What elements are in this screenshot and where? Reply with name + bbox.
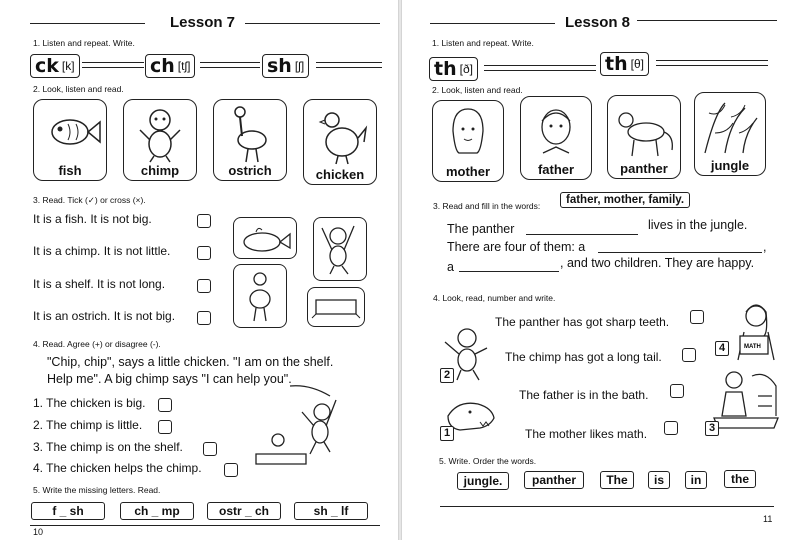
order-word[interactable]: The (600, 471, 634, 489)
shelf-icon (308, 288, 364, 326)
agree-statement: 2. The chimp is little. (33, 418, 143, 432)
missing-letters-box[interactable]: sh _ lf (294, 502, 368, 520)
book-label: MATH (744, 344, 761, 350)
story-line: Help me". A big chimp says "I can help you". (47, 372, 292, 386)
picture-word: panther (620, 161, 668, 176)
sound-box-sh (262, 54, 309, 78)
order-word[interactable]: panther (524, 471, 584, 489)
ex2-instruction: 2. Look, listen and read. (33, 84, 124, 94)
number-box[interactable] (670, 384, 684, 398)
picture-card-chicken (303, 99, 377, 185)
ex4-instruction: 4. Look, read, number and write. (433, 293, 556, 303)
agree-box[interactable] (203, 442, 217, 456)
mother-book-illustration (720, 300, 782, 364)
ex1-instruction: 1. Listen and repeat. Write. (432, 38, 534, 48)
picture-number: 3 (705, 421, 719, 436)
ostrich-small-picture (233, 264, 287, 328)
title-rule-left (30, 23, 145, 24)
sound-ipa: [k] (61, 59, 75, 73)
lesson-title: Lesson 7 (170, 14, 236, 31)
ex5-instruction: 5. Write. Order the words. (439, 456, 537, 466)
picture-card-chimp (123, 99, 197, 181)
story-line: "Chip, chip", says a little chicken. "I am on the shelf. (47, 355, 334, 369)
picture-card-mother (432, 100, 504, 182)
sound-ipa: [θ] (630, 57, 644, 71)
number-box[interactable] (664, 421, 678, 435)
lesson-title: Lesson 8 (565, 14, 631, 31)
tick-box[interactable] (197, 311, 211, 325)
sound-letters: sh (267, 55, 292, 77)
ex3-instruction: 3. Read and fill in the words: (433, 201, 541, 211)
picture-card-panther (607, 95, 681, 179)
fill-text: The panther (447, 222, 515, 236)
fill-text: a (447, 260, 454, 274)
sound-ipa: [ð] (459, 62, 473, 76)
picture-word: fish (58, 163, 82, 178)
word-bank: father, mother, family. (560, 192, 690, 208)
right-page (402, 0, 800, 540)
title-rule-right (245, 23, 380, 24)
whale-icon (234, 218, 296, 258)
sound-box-ch (145, 54, 195, 78)
ex1-instruction: 1. Listen and repeat. Write. (33, 38, 135, 48)
tick-sentence: It is a shelf. It is not long. (33, 277, 166, 291)
tick-box[interactable] (197, 246, 211, 260)
monkey-shelf-illustration (250, 382, 350, 472)
picture-card-jungle (694, 92, 766, 176)
picture-number: 1 (440, 426, 454, 441)
sound-box-ck (30, 54, 80, 78)
tick-sentence: It is a fish. It is not big. (33, 212, 152, 226)
order-word[interactable]: jungle. (457, 472, 509, 490)
title-rule-left (430, 23, 555, 24)
sound-ipa: [tʃ] (177, 59, 191, 73)
picture-word: father (537, 162, 575, 177)
ex5-instruction: 5. Write the missing letters. Read. (33, 485, 161, 495)
ex4-instruction: 4. Read. Agree (+) or disagree (-). (33, 339, 161, 349)
sound-box-th-voiceless (600, 52, 649, 76)
sound-letters: th (605, 53, 628, 75)
fill-text: lives in the jungle. (648, 218, 748, 232)
page-number: 11 (763, 514, 773, 524)
picture-word: ostrich (228, 163, 272, 178)
sound-ipa: [ʃ] (294, 59, 305, 73)
sound-box-th-voiced (429, 57, 478, 81)
order-word[interactable]: is (648, 471, 670, 489)
agree-box[interactable] (158, 420, 172, 434)
tick-box[interactable] (197, 214, 211, 228)
write-line[interactable] (82, 62, 144, 68)
fill-text: , and two children. They are happy. (560, 256, 755, 270)
agree-statement: 4. The chicken helps the chimp. (33, 461, 202, 475)
agree-statement: 3. The chimp is on the shelf. (33, 440, 183, 454)
shelf-picture (307, 287, 365, 327)
picture-card-ostrich (213, 99, 287, 181)
whale-picture (233, 217, 297, 259)
ex2-instruction: 2. Look, listen and read. (432, 85, 523, 95)
sound-letters: th (434, 58, 457, 80)
order-word[interactable]: in (685, 471, 707, 489)
number-sentence: The mother likes math. (525, 427, 648, 441)
tick-sentence: It is an ostrich. It is not big. (33, 309, 176, 323)
fill-text: , (763, 240, 767, 254)
agree-box[interactable] (224, 463, 238, 477)
bath-illustration (712, 366, 782, 436)
missing-letters-box[interactable]: ch _ mp (120, 502, 194, 520)
title-rule-right (637, 20, 777, 21)
ex3-instruction: 3. Read. Tick (✓) or cross (×). (33, 195, 146, 205)
sound-letters: ch (150, 55, 175, 77)
number-sentence: The chimp has got a long tail. (505, 350, 662, 364)
tick-box[interactable] (197, 279, 211, 293)
picture-number: 4 (715, 341, 729, 356)
ostrich-small-icon (234, 265, 286, 327)
fill-blank[interactable] (598, 252, 762, 253)
picture-word: chimp (140, 163, 180, 178)
fill-blank[interactable] (459, 271, 559, 272)
picture-word: mother (445, 164, 491, 179)
picture-card-father (520, 96, 592, 180)
agree-statement: 1. The chicken is big. (33, 396, 146, 410)
number-box[interactable] (690, 310, 704, 324)
picture-word: chicken (315, 167, 365, 182)
order-word[interactable]: the (724, 470, 756, 488)
write-line[interactable] (484, 65, 596, 71)
fill-blank[interactable] (526, 234, 638, 235)
missing-letters-box[interactable]: f _ sh (31, 502, 105, 520)
write-line[interactable] (656, 60, 768, 66)
picture-card-fish (33, 99, 107, 181)
tick-sentence: It is a chimp. It is not little. (33, 244, 171, 258)
page-number: 10 (33, 527, 44, 537)
picture-number: 2 (440, 368, 454, 383)
number-sentence: The panther has got sharp teeth. (495, 315, 670, 329)
agree-box[interactable] (158, 398, 172, 412)
monkey-picture (313, 217, 367, 281)
left-page (0, 0, 398, 540)
picture-word: jungle (710, 158, 750, 173)
monkey-icon (314, 218, 366, 280)
write-line[interactable] (316, 62, 382, 68)
answer-line[interactable] (440, 506, 774, 507)
fill-text: There are four of them: a (447, 240, 586, 254)
sound-letters: ck (35, 55, 59, 77)
bottom-rule (30, 525, 380, 526)
missing-letters-box[interactable]: ostr _ ch (207, 502, 281, 520)
write-line[interactable] (200, 62, 260, 68)
number-sentence: The father is in the bath. (519, 388, 649, 402)
number-box[interactable] (682, 348, 696, 362)
